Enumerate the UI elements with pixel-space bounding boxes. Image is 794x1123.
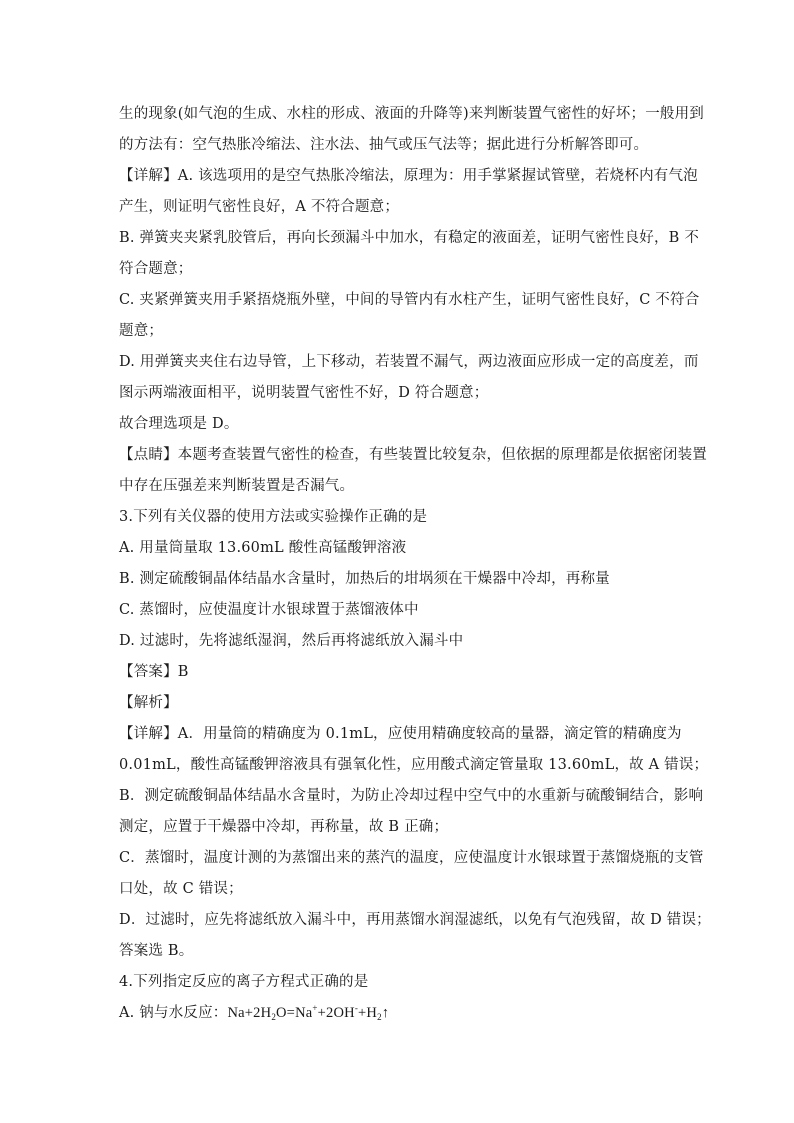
superscript: +	[312, 1003, 318, 1013]
equation-part: O=Na	[276, 1005, 313, 1021]
text-line: 答案选 B。	[119, 943, 194, 959]
equation-part: Na+2H	[227, 1005, 272, 1021]
text-line: 【详解】A．用量筒的精确度为 0.1mL，应使用精确度较高的量器，滴定管的精确度为	[119, 726, 682, 742]
equation-body	[228, 1005, 390, 1021]
analysis-label: 【解析】	[119, 695, 178, 711]
text-line: 口处，故 C 错误；	[119, 881, 243, 897]
question-title: 3.下列有关仪器的使用方法或实验操作正确的是	[119, 509, 428, 525]
equation-option-a	[119, 1003, 682, 1023]
subscript: 2	[271, 1012, 277, 1022]
option-c: C. 蒸馏时，应使温度计水银球置于蒸馏液体中	[119, 602, 419, 618]
text-line: C. 夹紧弹簧夹用手紧捂烧瓶外壁，中间的导管内有水柱产生，证明气密性良好，C 不符合	[119, 292, 700, 308]
text-line: D. 用弹簧夹夹住右边导管，上下移动，若装置不漏气，两边液面应形成一定的高度差，而	[119, 354, 699, 370]
question-title: 4.下列指定反应的离子方程式正确的是	[119, 974, 369, 990]
text-line: C．蒸馏时，温度计测的为蒸馏出来的蒸汽的温度，应使温度计水银球置于蒸馏烧瓶的支管	[119, 850, 704, 866]
option-b: B. 测定硫酸铜晶体结晶水含量时，加热后的坩埚须在干燥器中冷却，再称量	[119, 571, 610, 587]
option-d: D. 过滤时，先将滤纸湿润，然后再将滤纸放入漏斗中	[119, 633, 464, 649]
text-line: 生的现象(如气泡的生成、水柱的形成、液面的升降等)来判断装置气密性的好坏；一般用到	[119, 106, 705, 122]
option-a: A. 用量筒量取 13.60mL 酸性高锰酸钾溶液	[119, 540, 407, 556]
equation-part: +2OH	[317, 1005, 355, 1021]
text-line: 产生，则证明气密性良好，A 不符合题意；	[119, 199, 400, 215]
text-line: B. 弹簧夹夹紧乳胶管后，再向长颈漏斗中加水，有稳定的液面差，证明气密性良好，B 不	[119, 230, 700, 246]
equation-prefix: A. 钠与水反应：	[119, 1005, 228, 1021]
text-line: 图示两端液面相平，说明装置气密性不好，D 符合题意；	[119, 385, 489, 401]
subscript: 2	[377, 1012, 382, 1022]
equation-part: ↑	[381, 1005, 390, 1021]
text-line: 【详解】A. 该选项用的是空气热胀冷缩法，原理为：用手掌紧握试管壁，若烧杯内有气泡	[119, 168, 698, 184]
text-line: D．过滤时，应先将滤纸放入漏斗中，再用蒸馏水润湿滤纸，以免有气泡残留，故 D 错误；	[119, 912, 711, 928]
text-line: 【点睛】本题考查装置气密性的检查，有些装置比较复杂，但依据的原理都是依据密闭装置	[119, 447, 707, 463]
text-line: 0.01mL，酸性高锰酸钾溶液具有强氧化性，应用酸式滴定管量取 13.60mL，故 A 错误；	[119, 757, 709, 773]
superscript: -	[354, 1003, 359, 1013]
equation-part: +H	[358, 1005, 378, 1021]
text-line: 故合理选项是 D。	[119, 416, 239, 432]
text-line: 中存在压强差来判断装置是否漏气。	[119, 478, 355, 494]
answer-label: 【答案】B	[119, 664, 189, 680]
text-line: 的方法有：空气热胀冷缩法、注水法、抽气或压气法等；据此进行分析解答即可。	[119, 137, 649, 153]
text-line: B．测定硫酸铜晶体结晶水含量时，为防止冷却过程中空气中的水重新与硫酸铜结合，影响	[119, 788, 704, 804]
text-line: 符合题意；	[119, 261, 193, 277]
text-line: 题意；	[119, 323, 164, 339]
text-line: 测定，应置于干燥器中冷却，再称量，故 B 正确；	[119, 819, 449, 835]
